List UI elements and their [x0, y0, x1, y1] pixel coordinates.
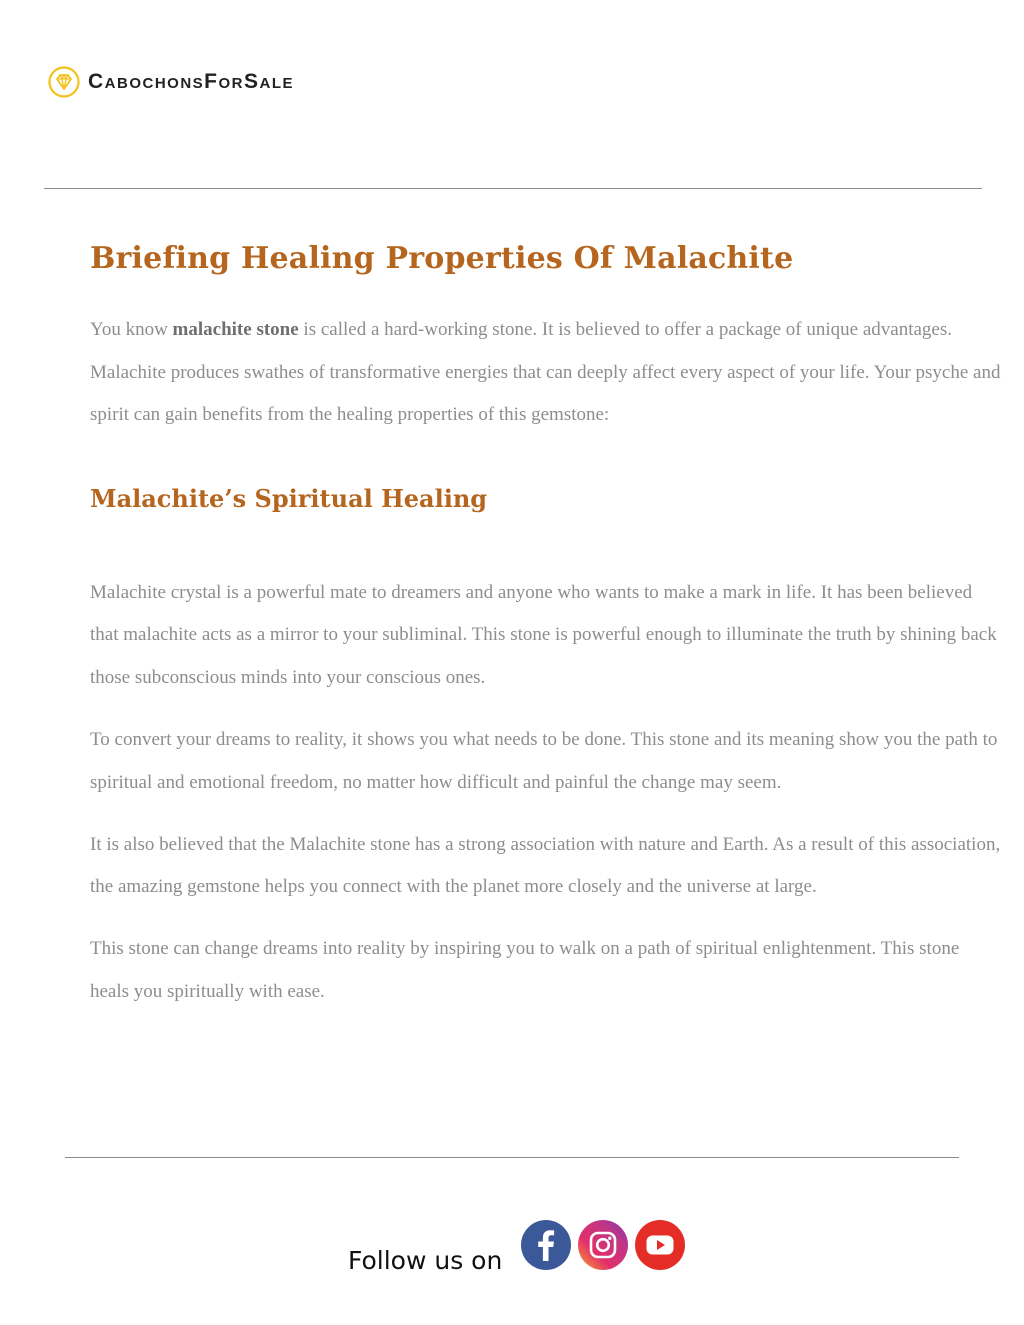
paragraph-2: To convert your dreams to reality, it shows you what needs to be done. This stone and its meaning show you the path to spiritual and emotional freedom, no matter how difficult and painful the change may seem. [90, 729, 998, 793]
article [90, 236, 1002, 1014]
bottom-divider [65, 1157, 959, 1158]
diamond-icon [48, 66, 80, 98]
brand-logo[interactable] [48, 66, 294, 98]
facebook-icon[interactable] [520, 1219, 572, 1271]
brand-name: CabochonsForSale [88, 70, 295, 93]
follow-text: Follow us on [348, 1246, 503, 1275]
follow-us [348, 1214, 691, 1275]
youtube-icon[interactable] [634, 1219, 686, 1271]
instagram-icon[interactable] [577, 1219, 629, 1271]
intro-lead: You know [90, 319, 173, 340]
article-title: Briefing Healing Properties Of Malachite [90, 241, 794, 276]
intro-rest: is called a hard-working stone. It is believed to offer a package of unique advantages. Malachite produces swathes of transformative energies that can deeply affect every aspect of your life. Your psyche and spirit can gain benefits from the healing properties of this gemstone: [90, 319, 1001, 426]
intro-paragraph [90, 309, 1002, 437]
paragraph-3: It is also believed that the Malachite stone has a strong association with nature and Earth. As a result of this association, the amazing gemstone helps you connect with the planet more closely and the universe at large. [90, 833, 1001, 898]
intro-bold: malachite stone [172, 319, 299, 340]
section-heading: Malachite’s Spiritual Healing [90, 483, 488, 513]
paragraph-1: Malachite crystal is a powerful mate to dreamers and anyone who wants to make a mark in life. It has been believed that malachite acts as a mirror to your subliminal. This stone is powerful enough to illuminate the truth by shining back those subconscious minds into your conscious ones. [90, 581, 997, 688]
social-links [520, 1219, 691, 1271]
top-divider [44, 188, 982, 189]
paragraph-4: This stone can change dreams into reality by inspiring you to walk on a path of spiritual enlightenment. This stone heals you spiritually with ease. [90, 938, 960, 1003]
